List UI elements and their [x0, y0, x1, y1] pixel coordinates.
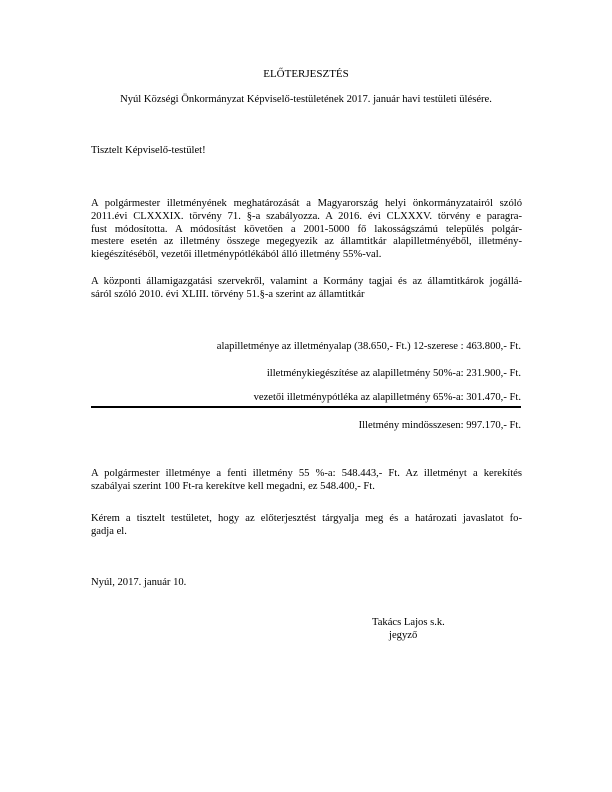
paragraph-mayor-salary [91, 468, 522, 494]
text-line: gadja el. [91, 525, 127, 537]
text-line: kiegészítéséből, vezetői illetménypótlékából álló illetmény 55%-val. [91, 249, 382, 261]
text-line: A központi államigazgatási szervekről, valamint a Kormány tagjai és az államtitkárok jogállá- [91, 276, 522, 287]
text-line: mestere esetén az illetmény összege megegyezik az államtitkár alapilletményéből, illetmény- [91, 236, 522, 248]
salutation: Tisztelt Képviselő-testület! [91, 145, 206, 156]
place-and-date: Nyúl, 2017. január 10. [91, 577, 187, 588]
signature-role: jegyző [389, 630, 418, 641]
text-line: szabályai szerint 100 Ft-ra kerekítve kell megadni, ez 548.400,- Ft. [91, 480, 375, 492]
text-line: A polgármester illetményének meghatározását a Magyarország helyi önkormányzatairól szóló [91, 198, 522, 209]
sum-divider [91, 406, 521, 408]
calc-supplement: illetménykiegészítése az alapilletmény 50%-a: 231.900,- Ft. [266, 368, 521, 379]
paragraph-legal-basis [91, 198, 522, 262]
calc-management-allowance: vezetői illetménypótléka az alapilletmény 65%-a: 301.470,- Ft. [253, 392, 521, 403]
document-subtitle: Nyúl Községi Önkormányzat Képviselő-testületének 2017. január havi testületi ülésére. [120, 94, 492, 105]
signature-name: Takács Lajos s.k. [372, 617, 445, 628]
text-line: Kérem a tisztelt testületet, hogy az előterjesztést tárgyalja meg és a határozati javaslatot fo- [91, 513, 522, 524]
text-line: 2011.évi CLXXXIX. törvény 71. §-a szabályozza. A 2016. évi CLXXXV. törvény e paragra- [91, 210, 522, 222]
text-line: A polgármester illetménye a fenti illetmény 55 %-a: 548.443,- Ft. Az illetményt a kerekítés [91, 468, 522, 479]
text-line: fust módosította. A módosítást követően a 2001-5000 fő lakosságszámú település polgár- [91, 223, 522, 235]
document-title: ELŐTERJESZTÉS [263, 68, 349, 80]
text-line: sáról szóló 2010. évi XLIII. törvény 51.§-a szerint az államtitkár [91, 288, 365, 300]
paragraph-state-secretary [91, 276, 522, 302]
calc-total: Illetmény mindösszesen: 997.170,- Ft. [358, 420, 521, 431]
calc-base-salary: alapilletménye az illetményalap (38.650,- Ft.) 12-szerese : 463.800,- Ft. [216, 341, 521, 352]
paragraph-request [91, 513, 522, 539]
